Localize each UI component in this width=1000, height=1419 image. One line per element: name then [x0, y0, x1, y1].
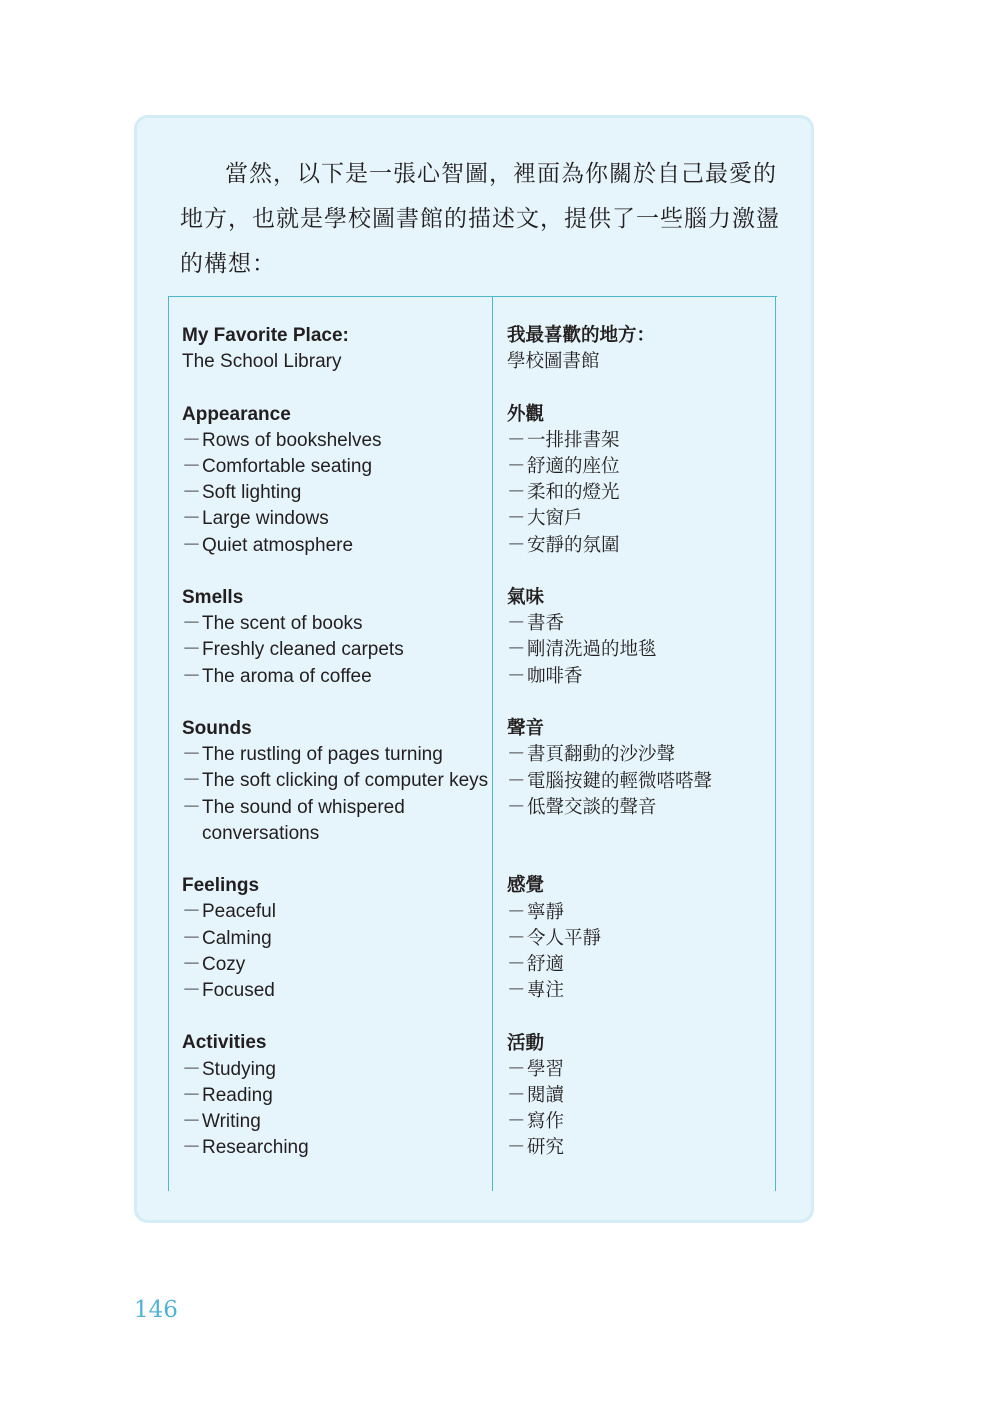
dash-bullet: － — [507, 1058, 526, 1080]
section-title: 聲音 — [507, 718, 545, 740]
list-item — [182, 1109, 492, 1135]
chinese-subheading: 學校圖書館 — [507, 351, 600, 373]
list-item-text: 專注 — [527, 980, 565, 1002]
list-item-text: 低聲交談的聲音 — [527, 796, 657, 818]
english-column — [182, 323, 492, 1188]
list-item-text: Writing — [202, 1111, 261, 1133]
list-item — [507, 978, 772, 1004]
dash-bullet: － — [182, 953, 202, 975]
dash-bullet: － — [182, 534, 202, 556]
dash-bullet: － — [182, 744, 202, 766]
dash-bullet: － — [507, 796, 526, 818]
list-item — [507, 664, 772, 690]
list-item-text: Studying — [202, 1058, 276, 1080]
list-item-text: 學習 — [527, 1058, 565, 1080]
list-item — [182, 899, 492, 925]
dash-bullet: － — [507, 639, 526, 661]
list-item — [507, 480, 772, 506]
dash-bullet: － — [182, 1137, 202, 1159]
dash-bullet: － — [507, 482, 526, 504]
english-section — [182, 716, 492, 847]
list-item — [507, 1135, 772, 1161]
list-item-text: Soft lighting — [202, 482, 302, 504]
list-item-text: 書香 — [527, 613, 565, 635]
dash-bullet: － — [507, 429, 526, 451]
list-item-text: 電腦按鍵的輕微嗒嗒聲 — [527, 770, 713, 792]
dash-bullet: － — [507, 744, 526, 766]
list-item — [507, 1057, 772, 1083]
list-item-text: Large windows — [202, 508, 329, 530]
list-item-text: 剛清洗過的地毯 — [527, 639, 657, 661]
section-item-list — [507, 1057, 772, 1162]
list-item-text: 舒適的座位 — [527, 456, 620, 477]
section-title: 感覺 — [507, 875, 545, 897]
dash-bullet: － — [182, 980, 202, 1002]
dash-bullet: － — [182, 770, 202, 792]
list-item-text: 寫作 — [527, 1111, 565, 1133]
dash-bullet: － — [182, 1111, 202, 1133]
list-item-text: Calming — [202, 927, 272, 949]
dash-bullet: － — [507, 665, 526, 687]
dash-bullet: － — [182, 796, 202, 818]
list-item — [507, 454, 772, 480]
section-item-list — [507, 742, 772, 821]
english-heading: My Favorite Place: — [182, 325, 349, 346]
english-section — [182, 873, 492, 1004]
list-item-text: 令人平靜 — [527, 927, 602, 949]
list-item — [182, 1057, 492, 1083]
list-item — [182, 533, 492, 559]
list-item — [182, 978, 492, 1004]
dash-bullet: － — [507, 953, 526, 975]
list-item — [507, 1083, 772, 1109]
english-section — [182, 402, 492, 559]
list-item — [507, 1109, 772, 1135]
list-item-text: Comfortable seating — [202, 456, 373, 477]
section-item-list — [507, 428, 772, 559]
table-column-divider — [492, 297, 493, 1191]
list-item-text: 大窗戶 — [527, 508, 583, 530]
table-right-border — [775, 297, 776, 1191]
list-item-text: The sound of whispered conversations — [202, 796, 405, 844]
section-title: Smells — [182, 587, 244, 608]
list-item-text: 柔和的燈光 — [527, 482, 620, 504]
list-item — [507, 506, 772, 532]
dash-bullet: － — [507, 534, 526, 556]
section-item-list — [182, 611, 492, 690]
table-left-border — [168, 297, 169, 1191]
list-item — [507, 926, 772, 952]
chinese-heading-block — [507, 323, 772, 375]
list-item-text: The scent of books — [202, 613, 363, 635]
list-item-text: Quiet atmosphere — [202, 534, 354, 556]
dash-bullet: － — [182, 429, 202, 451]
mind-map-table — [168, 296, 777, 1191]
list-item-text: Freshly cleaned carpets — [202, 639, 404, 661]
dash-bullet: － — [507, 1111, 526, 1133]
section-item-list — [507, 611, 772, 690]
english-heading-block — [182, 323, 492, 375]
list-item — [182, 795, 492, 847]
intro-paragraph — [180, 152, 780, 287]
dash-bullet: － — [182, 639, 202, 661]
chinese-sections — [507, 402, 772, 1162]
list-item — [182, 611, 492, 637]
list-item-text: Cozy — [202, 953, 246, 975]
section-title: 外觀 — [507, 403, 545, 425]
section-title: Appearance — [182, 403, 291, 425]
section-item-list — [182, 428, 492, 559]
section-item-list — [182, 1057, 492, 1162]
dash-bullet: － — [507, 770, 526, 792]
list-item — [507, 637, 772, 663]
list-item — [182, 454, 492, 480]
chinese-section — [507, 1031, 772, 1162]
dash-bullet: － — [182, 456, 202, 477]
list-item-text: 一排排書架 — [527, 429, 620, 451]
list-item — [507, 611, 772, 637]
list-item — [507, 795, 772, 821]
list-item — [507, 428, 772, 454]
dash-bullet: － — [507, 980, 526, 1002]
section-title: 氣味 — [507, 587, 545, 608]
dash-bullet: － — [507, 508, 526, 530]
dash-bullet: － — [182, 613, 202, 635]
section-title: Activities — [182, 1032, 267, 1054]
dash-bullet: － — [507, 1084, 526, 1106]
chinese-heading: 我最喜歡的地方： — [507, 325, 656, 346]
section-item-list — [507, 900, 772, 1005]
dash-bullet: － — [182, 482, 202, 504]
dash-bullet: － — [182, 1058, 202, 1080]
list-item-text: Reading — [202, 1084, 273, 1106]
list-item — [182, 480, 492, 506]
chinese-section — [507, 585, 772, 690]
list-item — [507, 769, 772, 795]
dash-bullet: － — [182, 901, 202, 923]
section-title: 活動 — [507, 1032, 545, 1054]
list-item — [182, 428, 492, 454]
english-section — [182, 1030, 492, 1161]
list-item-text: 書頁翻動的沙沙聲 — [527, 744, 676, 766]
chinese-column — [507, 323, 772, 1188]
list-item — [507, 952, 772, 978]
list-item — [182, 664, 492, 690]
list-item-text: 安靜的氛圍 — [527, 534, 620, 556]
dash-bullet: － — [507, 901, 526, 923]
english-section — [182, 585, 492, 690]
list-item — [507, 900, 772, 926]
list-item — [182, 926, 492, 952]
dash-bullet: － — [182, 508, 202, 530]
section-item-list — [182, 899, 492, 1004]
page-number: 146 — [134, 1297, 178, 1323]
list-item-text: 閱讀 — [527, 1084, 565, 1106]
list-item — [182, 1083, 492, 1109]
list-item-text: Focused — [202, 980, 275, 1002]
dash-bullet: － — [507, 927, 526, 949]
list-item-text: 咖啡香 — [527, 665, 583, 687]
section-title: Sounds — [182, 718, 252, 739]
list-item — [182, 637, 492, 663]
dash-bullet: － — [507, 456, 526, 477]
list-item — [182, 768, 492, 794]
list-item — [182, 506, 492, 532]
intro-text: 當然，以下是一張心智圖，裡面為你關於自己最愛的地方，也就是學校圖書館的描述文，提供了一些腦力激盪的構想： — [180, 161, 780, 277]
chinese-section — [507, 402, 772, 559]
section-item-list — [182, 742, 492, 847]
list-item-text: The soft clicking of computer keys — [202, 770, 489, 792]
list-item — [182, 952, 492, 978]
dash-bullet: － — [182, 927, 202, 949]
list-item — [182, 742, 492, 768]
list-item-text: 研究 — [527, 1137, 565, 1159]
section-title: Feelings — [182, 875, 260, 897]
dash-bullet: － — [507, 613, 526, 635]
chinese-section — [507, 873, 772, 1004]
english-subheading: The School Library — [182, 351, 342, 373]
list-item-text: 寧靜 — [527, 901, 565, 923]
dash-bullet: － — [182, 1084, 202, 1106]
chinese-section — [507, 716, 772, 847]
dash-bullet: － — [507, 1137, 526, 1159]
list-item-text: 舒適 — [527, 953, 565, 975]
list-item — [507, 533, 772, 559]
list-item-text: Peaceful — [202, 901, 276, 923]
dash-bullet: － — [182, 665, 202, 687]
list-item-text: Researching — [202, 1137, 309, 1159]
list-item — [182, 1135, 492, 1161]
list-item — [507, 742, 772, 768]
english-sections — [182, 402, 492, 1162]
list-item-text: Rows of bookshelves — [202, 429, 382, 451]
list-item-text: The aroma of coffee — [202, 665, 372, 687]
list-item-text: The rustling of pages turning — [202, 744, 443, 766]
